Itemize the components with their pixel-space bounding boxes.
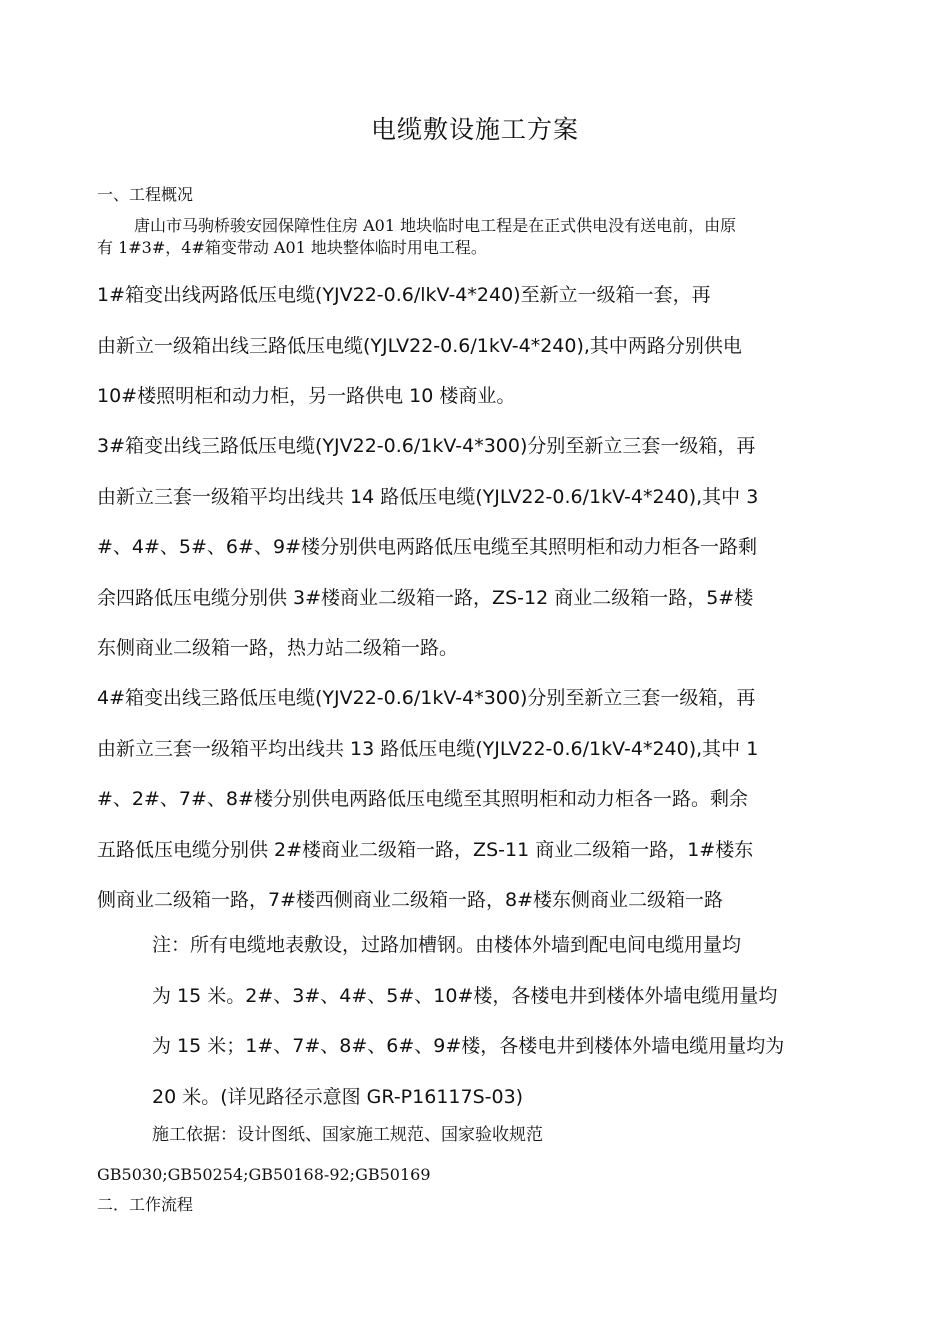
paragraph-line: 由新立三套一级箱平均出线共 13 路低压电缆(YJLV22-0.6/1kV-4*240),其中 1: [97, 737, 759, 760]
document-title: 电缆敷设施工方案: [370, 115, 579, 144]
paragraph-line: 东侧商业二级箱一路，热力站二级箱一路。: [97, 637, 459, 659]
intro-line-1: 唐山市马驹桥骏安园保障性住房 A01 地块临时电工程是在正式供电没有送电前，由原: [134, 216, 737, 235]
paragraph-line: 由新立一级箱出线三路低压电缆(YJLV22-0.6/1kV-4*240),其中两路分别供电: [97, 334, 742, 357]
paragraph-line: #、2#、7#、8#楼分别供电两路低压电缆至其照明柜和动力柜各一路。剩余: [97, 788, 748, 810]
note-line: 为 15 米；1#、7#、8#、6#、9#楼，各楼电井到楼体外墙电缆用量均为: [152, 1035, 785, 1057]
note-line: 20 米。(详见路径示意图 GR-P16117S-03): [152, 1085, 524, 1108]
paragraph-line: 由新立三套一级箱平均出线共 14 路低压电缆(YJLV22-0.6/1kV-4*240),其中 3: [97, 485, 759, 508]
section-1-heading: 一、工程概况: [97, 185, 194, 204]
section-1-intro: [97, 215, 843, 259]
paragraph-line: #、4#、5#、6#、9#楼分别供电两路低压电缆至其照明柜和动力柜各一路剩: [97, 536, 757, 558]
paragraph-line: 4#箱变出线三路低压电缆(YJV22-0.6/1kV-4*300)分别至新立三套一级箱，再: [97, 687, 756, 709]
paragraph-box-4: [97, 673, 845, 926]
section-2-heading: 二．工作流程: [97, 1195, 194, 1214]
paragraph-box-1: [97, 270, 845, 422]
paragraph-line: 10#楼照明柜和动力柜，另一路供电 10 楼商业。: [97, 385, 516, 407]
note-block: [152, 920, 846, 1122]
paragraph-line: 侧商业二级箱一路，7#楼西侧商业二级箱一路，8#楼东侧商业二级箱一路: [97, 889, 724, 911]
paragraph-line: 1#箱变出线两路低压电缆(YJV22-0.6/lkV-4*240)至新立一级箱一套，再: [97, 284, 711, 306]
note-line: 为 15 米。2#、3#、4#、5#、10#楼，各楼电井到楼体外墙电缆用量均: [152, 984, 778, 1007]
paragraph-line: 3#箱变出线三路低压电缆(YJV22-0.6/1kV-4*300)分别至新立三套一级箱，再: [97, 435, 756, 457]
paragraph-line: 五路低压电缆分别供 2#楼商业二级箱一路，ZS-11 商业二级箱一路，1#楼东: [97, 838, 754, 861]
intro-line-2: 有 1#3#，4#箱变带动 A01 地块整体临时用电工程。: [97, 238, 487, 257]
construction-basis: 施工依据：设计图纸、国家施工规范、国家验收规范: [152, 1125, 543, 1145]
standards-list: GB5030;GB50254;GB50168-92;GB50169: [97, 1165, 431, 1184]
paragraph-line: 余四路低压电缆分别供 3#楼商业二级箱一路，ZS-12 商业二级箱一路，5#楼: [97, 586, 754, 609]
paragraph-box-3: [97, 421, 845, 674]
note-line: 注：所有电缆地表敷设，过路加槽钢。由楼体外墙到配电间电缆用量均: [152, 934, 742, 956]
